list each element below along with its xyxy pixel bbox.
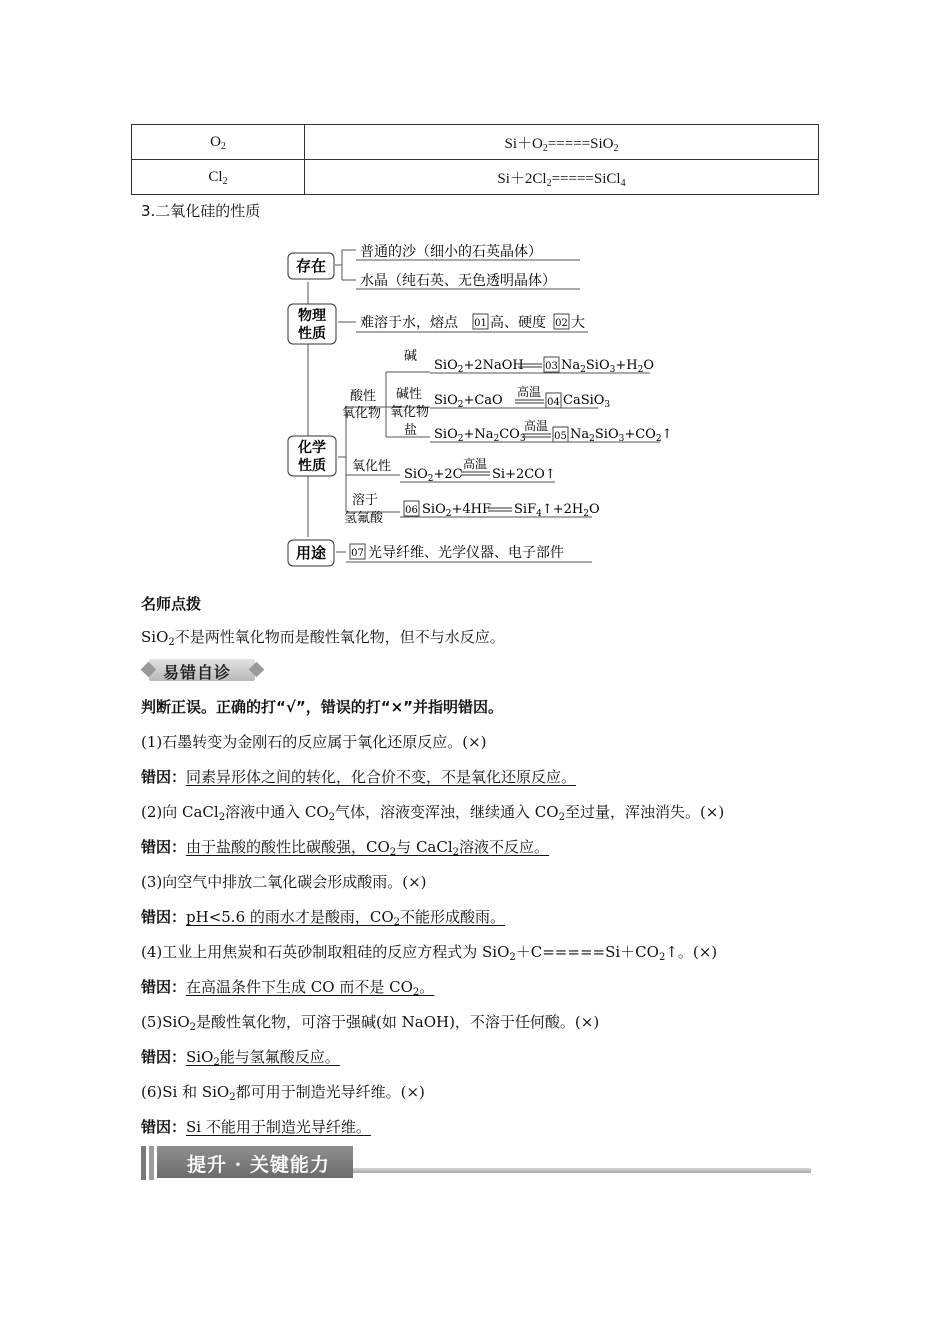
answer-5: 错因：SiO$_2$能与氢氟酸反应。: [141, 1048, 340, 1068]
svg-text:氧化性: 氧化性: [352, 459, 392, 474]
svg-text:碱性: 碱性: [396, 387, 423, 402]
svg-text:碱: 碱: [404, 349, 418, 364]
svg-text:高温: 高温: [517, 385, 542, 399]
reactant-cell: $O_2$: [132, 125, 305, 160]
svg-text:酸性: 酸性: [350, 389, 377, 404]
svg-text:物理: 物理: [298, 308, 326, 324]
svg-text:SiO2+4HF: SiO$_2$+4HF: [422, 502, 491, 519]
blank-01: [473, 314, 488, 329]
svg-text:03: 03: [545, 361, 558, 372]
svg-text:性质: 性质: [298, 458, 326, 474]
blank-02: [554, 314, 569, 329]
svg-text:SiO2+Na2CO3: $SiO_2+Na_2CO_3$: [434, 427, 526, 444]
svg-text:Na2SiO3+H2O: $Na_2SiO_3+H_2O$: [561, 358, 654, 375]
answer-3: 错因：pH<5.6 的雨水才是酸雨，$CO_2$不能形成酸雨。: [141, 908, 506, 928]
tip-body: SiO$_2$不是两性氧化物而是酸性氧化物，但不与水反应。: [141, 628, 505, 648]
equation-cell: $Si+O_2=====SiO_2$: [305, 125, 819, 160]
answer-4: 错因：在高温条件下生成 CO 而不是 $CO_2$。: [141, 978, 435, 998]
svg-text:高、硬度: 高、硬度: [490, 315, 546, 331]
svg-text:化学: 化学: [298, 440, 326, 456]
svg-text:Na2SiO3+CO2↑: $Na_2SiO_3+CO_2↑$: [570, 427, 673, 444]
reaction-table: [131, 124, 819, 195]
question-5: (5)SiO$_2$是酸性氧化物，可溶于强碱(如 NaOH)，不溶于任何酸。(×): [141, 1013, 600, 1033]
svg-text:02: 02: [555, 318, 568, 329]
section-header-title: 提升 · 关键能力: [187, 1154, 330, 1176]
box-use: [288, 540, 334, 566]
use-row: [350, 544, 564, 561]
section-title: 3.二氧化硅的性质: [141, 202, 261, 220]
svg-text:SiO2+CaO: SiO$_2$+CaO: [434, 393, 503, 410]
section-header-bar: [141, 1146, 811, 1180]
svg-text:高温: 高温: [524, 419, 549, 433]
reaction-carbon: [404, 456, 556, 484]
question-2: (2)向 CaCl$_2$溶液中通入 $CO_2$气体，溶液变浑浊，继续通入 $CO_2$至过量，浑浊消失。(×): [141, 803, 725, 823]
answer-6: 错因：Si 不能用于制造光导纤维。: [141, 1118, 371, 1136]
question-4: (4)工业上用焦炭和石英砂制取粗硅的反应方程式为 $SiO_2+C=====Si+CO_2↑$。(×): [141, 943, 718, 963]
question-1: (1)石墨转变为金刚石的反应属于氧化还原反应。(×): [141, 733, 487, 751]
svg-text:用途: 用途: [295, 544, 327, 562]
error-check-banner: 易错自诊: [141, 658, 263, 682]
table-row: [132, 125, 819, 160]
svg-text:04: 04: [547, 397, 560, 408]
reactant-cell: $Cl_2$: [132, 160, 305, 195]
svg-text:氧化物: 氧化物: [342, 406, 382, 421]
box-physical: [288, 304, 336, 344]
exist-item-sand: 普通的沙（细小的石英晶体）: [360, 244, 542, 260]
svg-text:CaSiO3: CaSiO$_3$: [563, 393, 611, 410]
exist-item-crystal: 水晶（纯石英、无色透明晶体）: [360, 273, 556, 289]
svg-text:存在: 存在: [295, 257, 327, 275]
instruction: 判断正误。正确的打“√”，错误的打“×”并指明错因。: [141, 698, 504, 716]
answer-2: 错因：由于盐酸的酸性比碳酸强，$CO_2$与 CaCl$_2$溶液不反应。: [141, 838, 550, 858]
equation-cell: $Si+2Cl_2=====SiCl_4$: [305, 160, 819, 195]
svg-text:06: 06: [405, 505, 418, 516]
svg-text:性质: 性质: [298, 326, 326, 342]
reaction-naoh: [434, 357, 654, 375]
svg-text:SiO2+2NaOH: SiO$_2$+2NaOH: [434, 358, 524, 375]
svg-text:盐: 盐: [404, 423, 418, 438]
svg-text:高温: 高温: [463, 457, 488, 471]
tip-title: 名师点拨: [141, 595, 202, 613]
question-3: (3)向空气中排放二氧化碳会形成酸雨。(×): [141, 873, 427, 891]
phys-text: 难溶于水，熔点: [360, 315, 458, 331]
question-6: (6)Si 和 SiO$_2$都可用于制造光导纤维。(×): [141, 1083, 425, 1103]
svg-text:氢氟酸: 氢氟酸: [344, 511, 384, 526]
svg-text:SiO2+2C: SiO$_2$+2C: [404, 467, 463, 484]
svg-text:07: 07: [351, 548, 364, 559]
svg-text:05: 05: [554, 431, 567, 442]
svg-text:氧化物: 氧化物: [390, 405, 430, 420]
reaction-hf: [404, 501, 600, 519]
box-chemical: [288, 436, 336, 476]
svg-text:光导纤维、光学仪器、电子部件: 光导纤维、光学仪器、电子部件: [368, 545, 564, 561]
answer-1: 错因：同素异形体之间的转化，化合价不变，不是氧化还原反应。: [141, 768, 577, 786]
svg-text:SiF4↑+2H2O: $SiF_4↑+2H_2O$: [514, 502, 600, 519]
reaction-cao: [434, 384, 610, 410]
svg-text:大: 大: [571, 315, 585, 331]
table-row: [132, 160, 819, 195]
svg-text:溶于: 溶于: [352, 493, 379, 508]
svg-text:01: 01: [474, 318, 487, 329]
concept-map: [280, 232, 680, 572]
reaction-na2co3: [434, 418, 672, 444]
box-existence: [288, 253, 334, 279]
svg-text:Si+2CO↑: Si+2CO↑: [492, 467, 556, 482]
